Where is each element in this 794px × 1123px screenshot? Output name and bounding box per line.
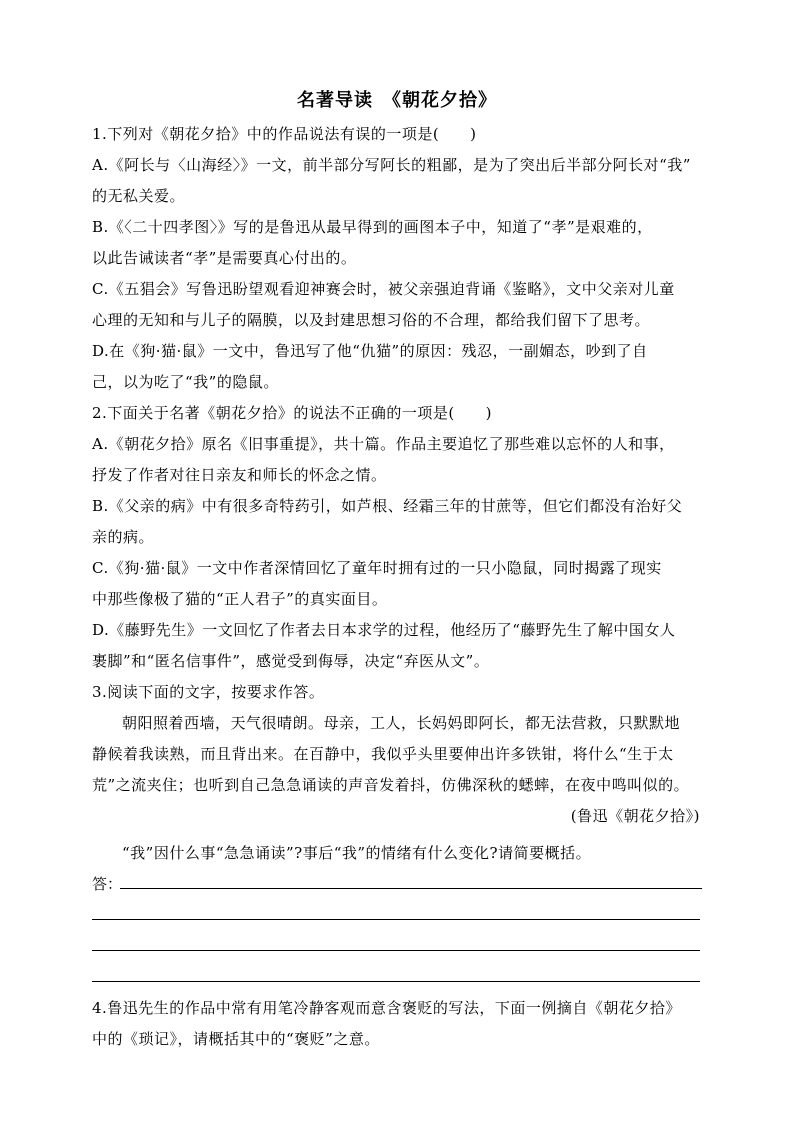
q1-option-b-line2: 以此告诫读者“孝”是需要真心付出的。: [92, 249, 357, 267]
q3-source: (鲁迅《朝花夕拾》): [570, 807, 700, 825]
q1-option-d-line1: D.在《狗·猫·鼠》一文中，鲁迅写了他“仇猫”的原因：残忍，一副媚态，吵到了自: [92, 342, 648, 360]
q2-option-d-line2: 裹脚”和“匿名信事件”，感觉受到侮辱，决定“弃医从文”。: [92, 652, 490, 670]
q4-stem-line1: 4.鲁迅先生的作品中常有用笔冷静客观而意含褒贬的写法，下面一例摘自《朝花夕拾》: [92, 999, 681, 1017]
q3-passage-line3: 荒”之流夹住；也听到自己急急诵读的声音发着抖，仿佛深秋的蟋蟀，在夜中鸣叫似的。: [92, 776, 690, 794]
answer-line[interactable]: [92, 919, 700, 920]
q2-stem: 2.下面关于名著《朝花夕拾》的说法不正确的一项是( ): [92, 404, 493, 422]
q1-option-b-line1: B.《〈二十四孝图〉》写的是鲁迅从最早得到的画图本子中，知道了“孝”是艰难的，: [92, 218, 653, 236]
q2-option-c-line1: C.《狗·猫·鼠》一文中作者深情回忆了童年时拥有过的一只小隐鼠，同时揭露了现实: [92, 559, 662, 577]
q1-stem: 1.下列对《朝花夕拾》中的作品说法有误的一项是( ): [92, 125, 477, 143]
answer-label: 答：: [92, 875, 123, 893]
q3-question: “我”因什么事“急急诵读”?事后“我”的情绪有什么变化?请简要概括。: [122, 844, 592, 862]
answer-line[interactable]: [120, 888, 702, 889]
answer-line[interactable]: [92, 981, 700, 982]
answer-line[interactable]: [92, 950, 700, 951]
q3-stem: 3.阅读下面的文字，按要求作答。: [92, 683, 325, 701]
q1-option-d-line2: 己，以为吃了“我”的隐鼠。: [92, 373, 279, 391]
q2-option-d-line1: D.《藤野先生》一文回忆了作者去日本求学的过程，他经历了“藤野先生了解中国女人: [92, 621, 676, 639]
q1-option-a-line2: 的无私关爱。: [92, 187, 186, 205]
q3-passage-line2: 静候着我读熟，而且背出来。在百静中，我似乎头里要伸出许多铁钳，将什么“生于太: [92, 745, 674, 763]
q2-option-c-line2: 中那些像极了猫的“正人君子”的真实面目。: [92, 590, 388, 608]
page-title: 名著导读 《朝花夕拾》: [297, 90, 497, 111]
q2-option-b-line2: 亲的病。: [92, 528, 155, 546]
q1-option-c-line2: 心理的无知和与儿子的隔膜，以及封建思想习俗的不合理，都给我们留下了思考。: [92, 311, 651, 329]
q2-option-a-line2: 抒发了作者对往日亲友和师长的怀念之情。: [92, 466, 387, 484]
q2-option-b-line1: B.《父亲的病》中有很多奇特药引，如芦根、经霜三年的甘蔗等，但它们都没有治好父: [92, 497, 683, 515]
q1-option-c-line1: C.《五猖会》写鲁迅盼望观看迎神赛会时，被父亲强迫背诵《鉴略》，文中父亲对儿童: [92, 280, 675, 298]
q3-passage-line1: 朝阳照着西墙，天气很晴朗。母亲，工人，长妈妈即阿长，都无法营救，只默默地: [122, 714, 681, 732]
q1-option-a-line1: A.《阿长与〈山海经〉》一文，前半部分写阿长的粗鄙，是为了突出后半部分阿长对“我”: [92, 156, 691, 174]
q4-stem-line2: 中的《琐记》，请概括其中的“褒贬”之意。: [92, 1030, 380, 1048]
q2-option-a-line1: A.《朝花夕拾》原名《旧事重提》，共十篇。作品主要追忆了那些难以忘怀的人和事，: [92, 435, 675, 453]
